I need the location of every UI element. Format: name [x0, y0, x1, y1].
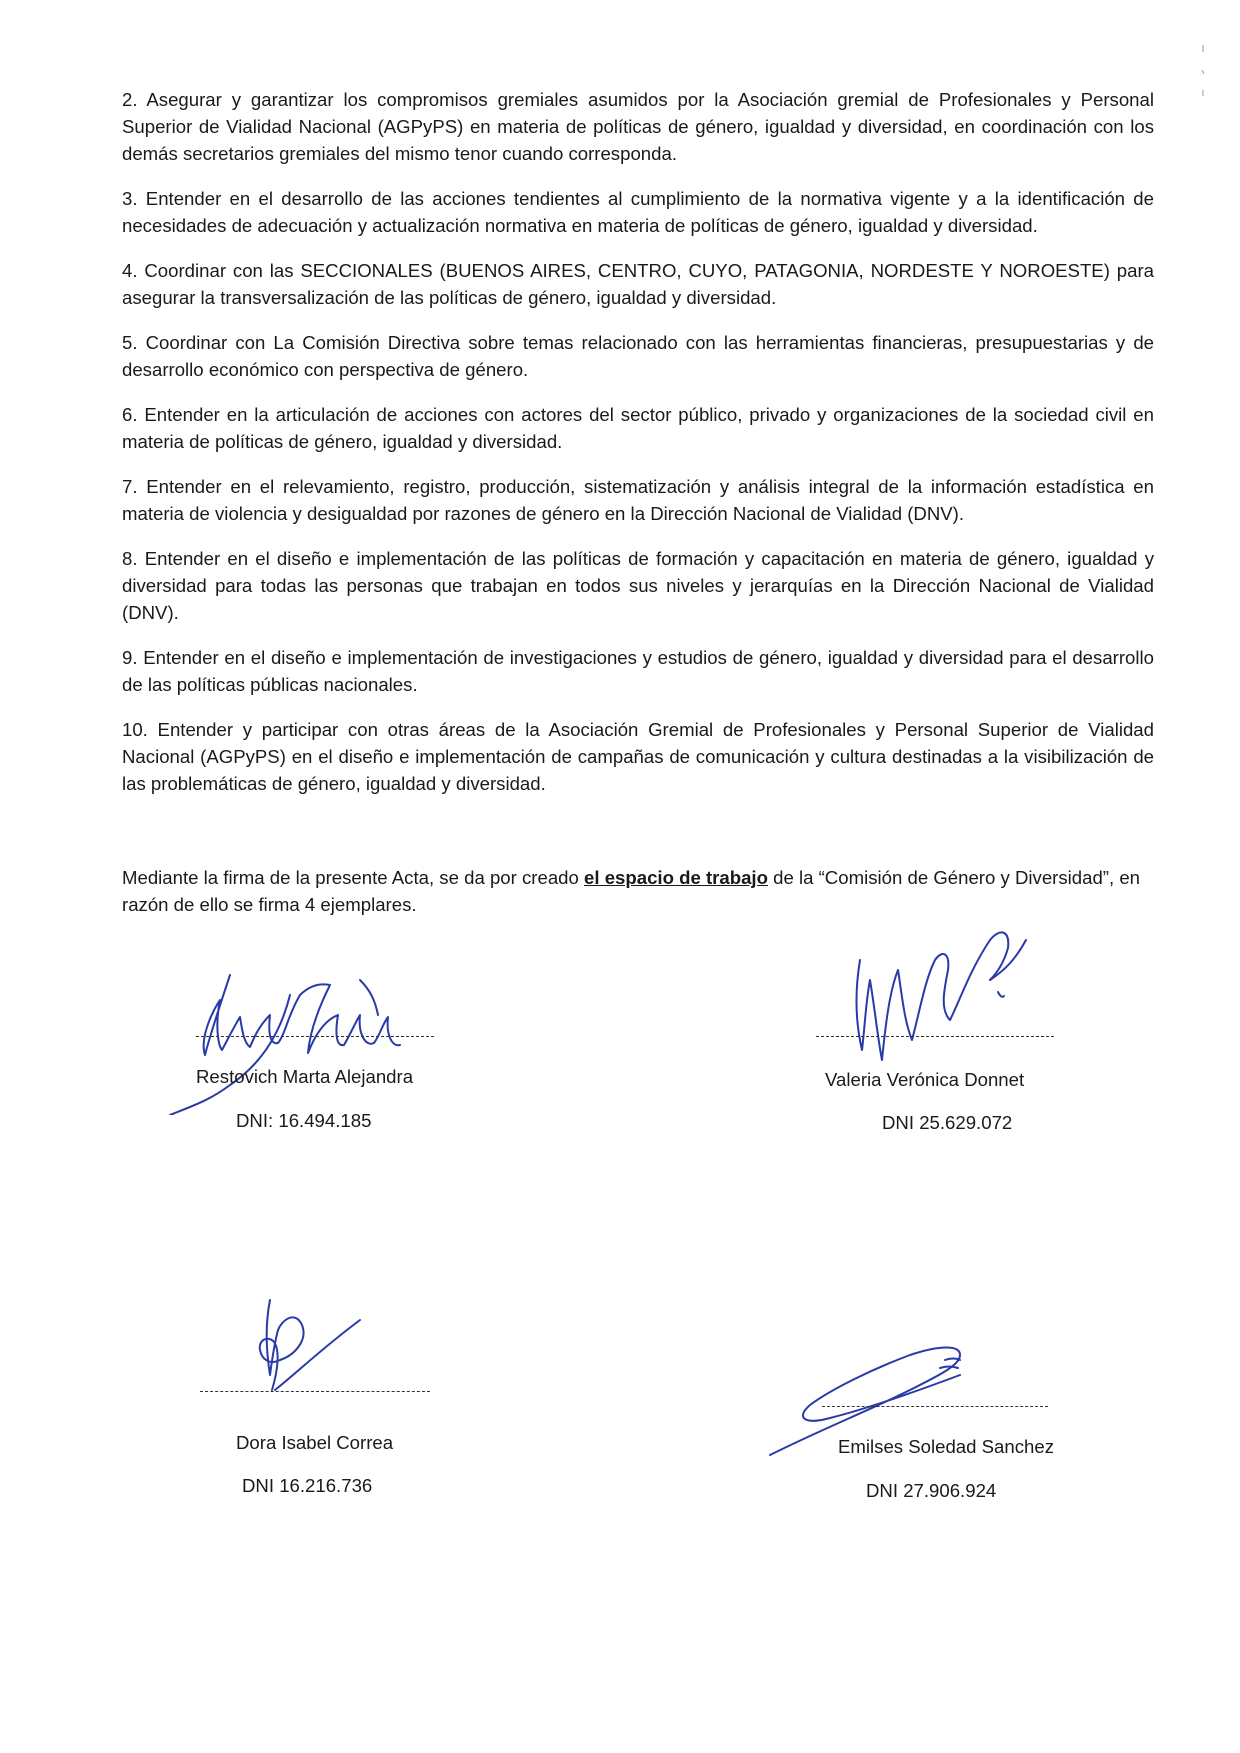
signatory-name: Emilses Soledad Sanchez [838, 1436, 1055, 1457]
list-item: 9. Entender en el diseño e implementación de investigaciones y estudios de género, igualdad y diversidad para el desarrollo de las políticas públicas nacionales. [122, 647, 1154, 695]
signatory-name: Dora Isabel Correa [236, 1432, 394, 1453]
closing-text-before: Mediante la firma de la presente Acta, se da por creado [122, 867, 585, 888]
signature-donnet [830, 900, 1030, 1090]
closing-text-after: de la “Comisión de Género y Diversidad”, en razón de ello se firma 4 ejemplares. [122, 867, 1141, 915]
list-item: 4. Coordinar con las SECCIONALES (BUENOS AIRES, CENTRO, CUYO, PATAGONIA, NORDESTE Y NOROESTE) para asegurar la transversalización de las políticas de género, igualdad y diversidad. [122, 260, 1154, 308]
closing-emphasis: el espacio de trabajo [584, 867, 768, 888]
signatory-dni: DNI 25.629.072 [882, 1112, 1013, 1133]
signatory-dni: DNI 16.216.736 [242, 1475, 373, 1496]
signatory-name: Valeria Verónica Donnet [825, 1069, 1025, 1090]
functions-list [122, 86, 1154, 815]
signature-restovich [160, 955, 450, 1115]
list-item: 10. Entender y participar con otras áreas de la Asociación Gremial de Profesionales y Personal Superior de Vialidad Nacional (AGPyPS) en el diseño e implementación de campañas de comunicación y cultura destinadas a la visibilización de las problemáticas de género, igualdad y diversidad. [122, 719, 1154, 794]
signatory-dni: DNI 27.906.924 [866, 1480, 997, 1501]
signature-line [200, 1391, 430, 1392]
list-item: 3. Entender en el desarrollo de las acciones tendientes al cumplimiento de la normativa vigente y a la identificación de necesidades de adecuación y actualización normativa en materia de políticas de género, igualdad y diversidad. [122, 188, 1154, 236]
list-item: 6. Entender en la articulación de acciones con actores del sector público, privado y organizaciones de la sociedad civil en materia de políticas de género, igualdad y diversidad. [122, 404, 1154, 452]
list-item: 2. Asegurar y garantizar los compromisos gremiales asumidos por la Asociación gremial de Profesionales y Personal Superior de Vialidad Nacional (AGPyPS) en materia de políticas de género, igualdad y diversidad, en coordinación con los demás secretarios gremiales del mismo tenor cuando corresponda. [122, 89, 1154, 164]
signatory-name: Restovich Marta Alejandra [196, 1066, 414, 1087]
signature-line [196, 1036, 434, 1037]
list-item: 7. Entender en el relevamiento, registro, producción, sistematización y análisis integral de la información estadística en materia de violencia y desigualdad por razones de género en la Dirección Nacional de Vialidad (DNV). [122, 476, 1154, 524]
signature-line [822, 1406, 1048, 1407]
list-item: 8. Entender en el diseño e implementación de las políticas de formación y capacitación en materia de género, igualdad y diversidad para todas las personas que trabajan en todos sus niveles y jerarquías en la Dirección Nacional de Vialidad (DNV). [122, 548, 1154, 623]
scan-mark-icon [1198, 40, 1208, 110]
signature-line [816, 1036, 1054, 1037]
list-item: 5. Coordinar con La Comisión Directiva sobre temas relacionado con las herramientas financieras, presupuestarias y de desarrollo económico con perspectiva de género. [122, 332, 1154, 380]
signatory-dni: DNI: 16.494.185 [236, 1110, 372, 1131]
